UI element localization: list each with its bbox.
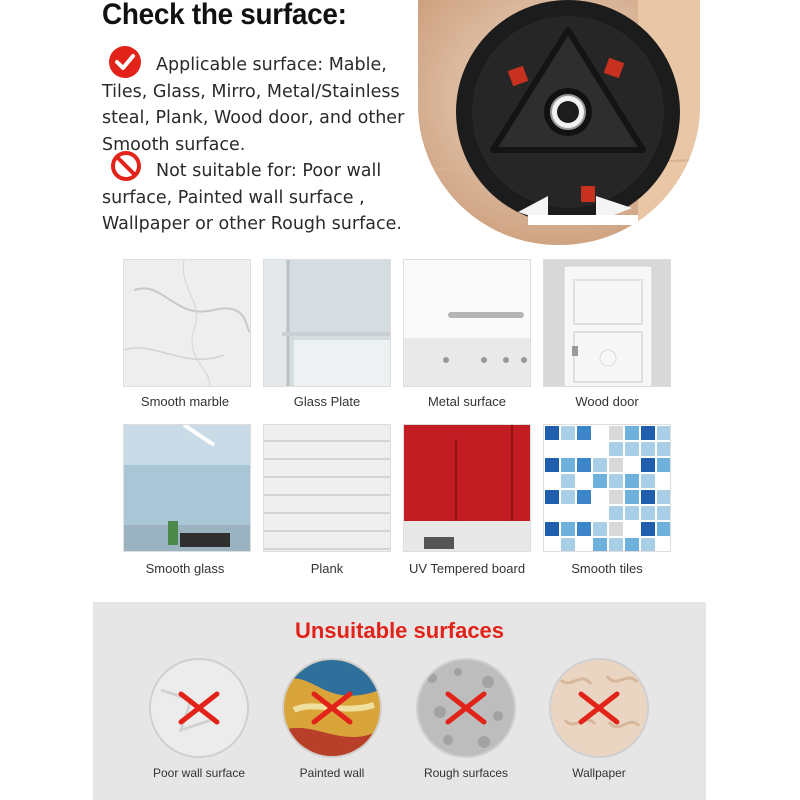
unsuitable-label: Painted wall <box>299 766 365 780</box>
painted-wall-image <box>282 658 382 758</box>
smooth-glass-image <box>123 424 251 552</box>
uv-tempered-board-image <box>403 424 531 552</box>
wood-door-image <box>543 259 671 387</box>
surface-label: Metal surface <box>427 394 507 409</box>
applicable-surface-text: Applicable surface: Mable, Tiles, Glass, Mirro, Metal/Stainless steal, Plank, Wood door, and other Smooth surface. <box>102 55 405 155</box>
not-suitable-text: Not suitable for: Poor wall surface, Painted wall surface , Wallpaper or other Rough surface. <box>102 161 402 234</box>
page-title: Check the surface: <box>102 0 347 31</box>
smooth-tiles-image <box>543 424 671 552</box>
surface-label: Smooth tiles <box>571 561 643 576</box>
surface-label: Smooth glass <box>145 561 225 576</box>
smooth-marble-image <box>123 259 251 387</box>
surface-label: Smooth marble <box>140 394 230 409</box>
surface-label: UV Tempered board <box>408 561 526 576</box>
surface-label: Wood door <box>575 394 639 409</box>
surface-label: Plank <box>310 561 344 576</box>
unsuitable-label: Wallpaper <box>572 766 626 780</box>
unsuitable-label: Poor wall surface <box>152 766 246 780</box>
unsuitable-surfaces-panel <box>93 602 706 800</box>
unsuitable-label: Rough surfaces <box>423 766 509 780</box>
glass-plate-image <box>263 259 391 387</box>
plank-image <box>263 424 391 552</box>
poor-wall-surface-image <box>149 658 249 758</box>
panel-title: Unsuitable surfaces <box>294 618 505 643</box>
weight-plate-photo <box>418 0 700 245</box>
metal-surface-image <box>403 259 531 387</box>
wallpaper-image <box>549 658 649 758</box>
surface-label: Glass Plate <box>293 394 361 409</box>
rough-surfaces-image <box>416 658 516 758</box>
